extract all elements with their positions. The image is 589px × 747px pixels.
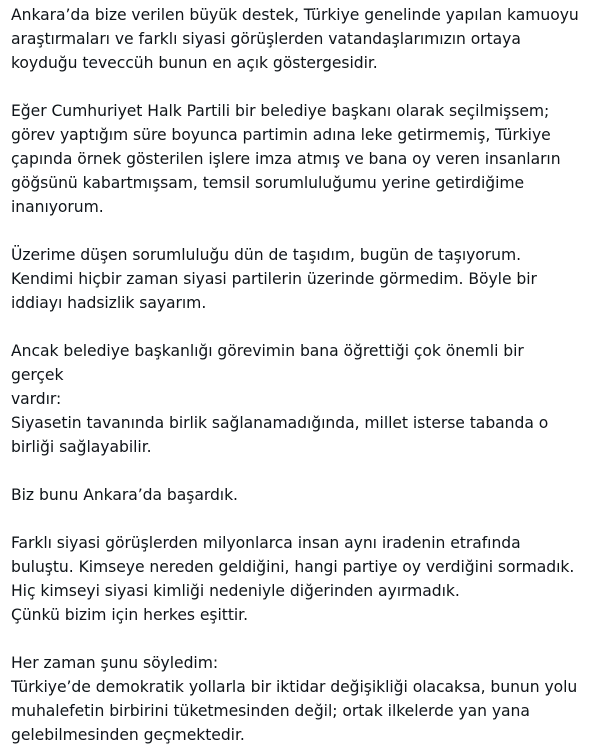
post-paragraph-3: Üzerime düşen sorumluluğu dün de taşıdım, bugün de taşıyorum. Kendimi hiçbir zaman siyasi partilerin üzerinde görmedim. Böyle bir iddiayı hadsizlik sayarım. xyxy=(11,246,537,312)
post-paragraph-1: Ankara’da bize verilen büyük destek, Türkiye genelinde yapılan kamuoyu araştırmaları ve farklı siyasi görüşlerden vatandaşlarımızın ortaya koyduğu teveccüh bunun en açık göstergesidir. xyxy=(11,6,579,72)
post-paragraph-2: Eğer Cumhuriyet Halk Partili bir belediye başkanı olarak seçilmişsem; görev yaptığım süre boyunca partimin adına leke getirmemiş, Türkiye çapında örnek gösterilen işlere imza atmış ve bana oy veren insanların göğsünü kabartmışsam, temsil sorumluluğumu yerine getirdiğime inanıyorum. xyxy=(11,102,561,216)
post-paragraph-5: Biz bunu Ankara’da başardık. xyxy=(11,486,238,504)
post-paragraph-6: Farklı siyasi görüşlerden milyonlarca insan aynı iradenin etrafında buluştu. Kimseye nereden geldiğini, hangi partiye oy verdiğini sormadık. Hiç kimseyi siyasi kimliği nedeniyle diğerinden ayırmadık. Çünkü bizim için herkes eşittir. xyxy=(11,534,575,624)
post-paragraph-7: Her zaman şunu söyledim: Türkiye’de demokratik yollarla bir iktidar değişikliği olacaksa, bunun yolu muhalefetin birbirini tüketmesinden değil; ortak ilkelerde yan yana gelebilmesinden geçmektedir. xyxy=(11,654,578,744)
post-paragraph-4: Ancak belediye başkanlığı görevimin bana öğrettiği çok önemli bir gerçek vardır: Siyasetin tavanında birlik sağlanamadığında, millet isterse tabanda o birliği sağlayabilir. xyxy=(11,342,549,456)
